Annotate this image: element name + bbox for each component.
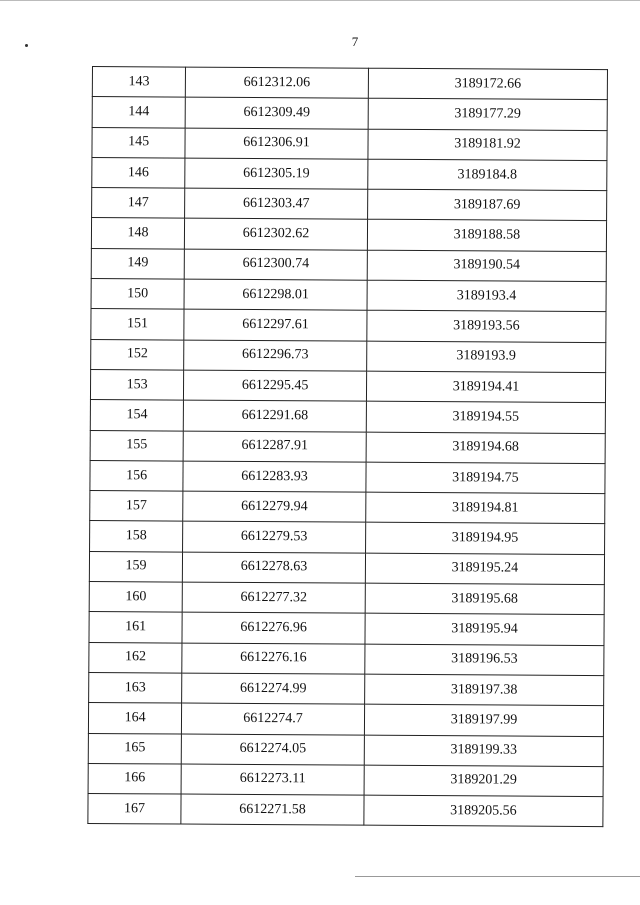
x-coordinate-cell: 6612277.32 xyxy=(182,582,365,613)
point-number-cell: 161 xyxy=(89,612,182,643)
x-coordinate-cell: 6612312.06 xyxy=(186,67,369,98)
x-coordinate-cell: 6612278.63 xyxy=(183,552,366,583)
y-coordinate-cell: 3189195.24 xyxy=(365,553,604,585)
point-number-cell: 150 xyxy=(91,279,184,310)
point-number-cell: 144 xyxy=(92,97,185,128)
y-coordinate-cell: 3189199.33 xyxy=(364,735,603,767)
point-number-cell: 164 xyxy=(88,703,181,734)
x-coordinate-cell: 6612274.7 xyxy=(182,703,365,734)
point-number-cell: 145 xyxy=(92,127,185,158)
table-row xyxy=(88,733,603,766)
x-coordinate-cell: 6612274.05 xyxy=(181,734,364,765)
scan-edge-top xyxy=(0,0,640,1)
scan-edge-bottom xyxy=(355,876,640,877)
table-row xyxy=(91,339,606,372)
x-coordinate-cell: 6612273.11 xyxy=(181,764,364,795)
table-row xyxy=(91,279,606,312)
y-coordinate-cell: 3189194.55 xyxy=(366,401,605,433)
coordinates-table xyxy=(87,66,608,828)
x-coordinate-cell: 6612298.01 xyxy=(184,279,367,310)
point-number-cell: 146 xyxy=(92,157,185,188)
point-number-cell: 166 xyxy=(88,763,181,794)
y-coordinate-cell: 3189184.8 xyxy=(368,159,607,191)
y-coordinate-cell: 3189197.38 xyxy=(365,674,604,706)
point-number-cell: 156 xyxy=(90,460,183,491)
y-coordinate-cell: 3189172.66 xyxy=(368,68,607,100)
y-coordinate-cell: 3189196.53 xyxy=(365,644,604,676)
x-coordinate-cell: 6612305.19 xyxy=(185,158,368,189)
point-number-cell: 159 xyxy=(89,551,182,582)
y-coordinate-cell: 3189177.29 xyxy=(368,98,607,130)
point-number-cell: 151 xyxy=(91,309,184,340)
table-row xyxy=(92,188,607,221)
table-row xyxy=(92,127,607,160)
point-number-cell: 143 xyxy=(92,67,185,98)
y-coordinate-cell: 3189193.56 xyxy=(367,311,606,343)
point-number-cell: 155 xyxy=(90,430,183,461)
table-row xyxy=(89,612,604,645)
table-row xyxy=(91,309,606,342)
y-coordinate-cell: 3189195.94 xyxy=(365,614,604,646)
y-coordinate-cell: 3189197.99 xyxy=(364,704,603,736)
y-coordinate-cell: 3189194.68 xyxy=(366,432,605,464)
x-coordinate-cell: 6612306.91 xyxy=(185,128,368,159)
point-number-cell: 158 xyxy=(90,521,183,552)
point-number-cell: 162 xyxy=(89,642,182,673)
x-coordinate-cell: 6612287.91 xyxy=(183,431,366,462)
y-coordinate-cell: 3189194.41 xyxy=(366,371,605,403)
table-row xyxy=(90,430,605,463)
coordinates-table-body xyxy=(88,67,608,828)
table-row xyxy=(88,794,603,827)
x-coordinate-cell: 6612296.73 xyxy=(184,340,367,371)
table-row xyxy=(89,672,604,705)
table-row xyxy=(88,763,603,796)
x-coordinate-cell: 6612276.16 xyxy=(182,643,365,674)
y-coordinate-cell: 3189187.69 xyxy=(367,189,606,221)
table-row xyxy=(90,491,605,524)
y-coordinate-cell: 3189194.95 xyxy=(365,523,604,555)
page-number: 7 xyxy=(351,34,359,49)
point-number-cell: 167 xyxy=(88,794,181,825)
y-coordinate-cell: 3189201.29 xyxy=(364,765,603,797)
table-row xyxy=(91,248,606,281)
x-coordinate-cell: 6612297.61 xyxy=(184,309,367,340)
x-coordinate-cell: 6612274.99 xyxy=(182,673,365,704)
table-row xyxy=(90,400,605,433)
x-coordinate-cell: 6612283.93 xyxy=(183,461,366,492)
x-coordinate-cell: 6612303.47 xyxy=(185,188,368,219)
point-number-cell: 165 xyxy=(88,733,181,764)
y-coordinate-cell: 3189205.56 xyxy=(364,795,603,827)
y-coordinate-cell: 3189181.92 xyxy=(368,129,607,161)
point-number-cell: 160 xyxy=(89,582,182,613)
x-coordinate-cell: 6612302.62 xyxy=(185,219,368,250)
x-coordinate-cell: 6612309.49 xyxy=(185,97,368,128)
table-row xyxy=(89,582,604,615)
point-number-cell: 152 xyxy=(91,339,184,370)
y-coordinate-cell: 3189193.9 xyxy=(367,341,606,373)
x-coordinate-cell: 6612276.96 xyxy=(182,612,365,643)
table-row xyxy=(90,460,605,493)
table-row xyxy=(92,97,607,130)
x-coordinate-cell: 6612300.74 xyxy=(184,249,367,280)
table-row xyxy=(92,67,607,100)
table-row xyxy=(89,642,604,675)
y-coordinate-cell: 3189188.58 xyxy=(367,220,606,252)
table-row xyxy=(89,551,604,584)
x-coordinate-cell: 6612279.53 xyxy=(183,522,366,553)
point-number-cell: 157 xyxy=(90,491,183,522)
table-row xyxy=(92,157,607,190)
point-number-cell: 154 xyxy=(90,400,183,431)
table-row xyxy=(91,218,606,251)
point-number-cell: 148 xyxy=(91,218,184,249)
x-coordinate-cell: 6612291.68 xyxy=(183,400,366,431)
point-number-cell: 153 xyxy=(90,369,183,400)
y-coordinate-cell: 3189194.81 xyxy=(366,492,605,524)
point-number-cell: 149 xyxy=(91,248,184,279)
y-coordinate-cell: 3189190.54 xyxy=(367,250,606,282)
x-coordinate-cell: 6612295.45 xyxy=(184,370,367,401)
y-coordinate-cell: 3189193.4 xyxy=(367,280,606,312)
table-row xyxy=(90,369,605,402)
x-coordinate-cell: 6612279.94 xyxy=(183,491,366,522)
point-number-cell: 163 xyxy=(89,672,182,703)
y-coordinate-cell: 3189194.75 xyxy=(366,462,605,494)
y-coordinate-cell: 3189195.68 xyxy=(365,583,604,615)
table-row xyxy=(88,703,603,736)
point-number-cell: 147 xyxy=(92,188,185,219)
x-coordinate-cell: 6612271.58 xyxy=(181,794,364,825)
table-row xyxy=(90,521,605,554)
